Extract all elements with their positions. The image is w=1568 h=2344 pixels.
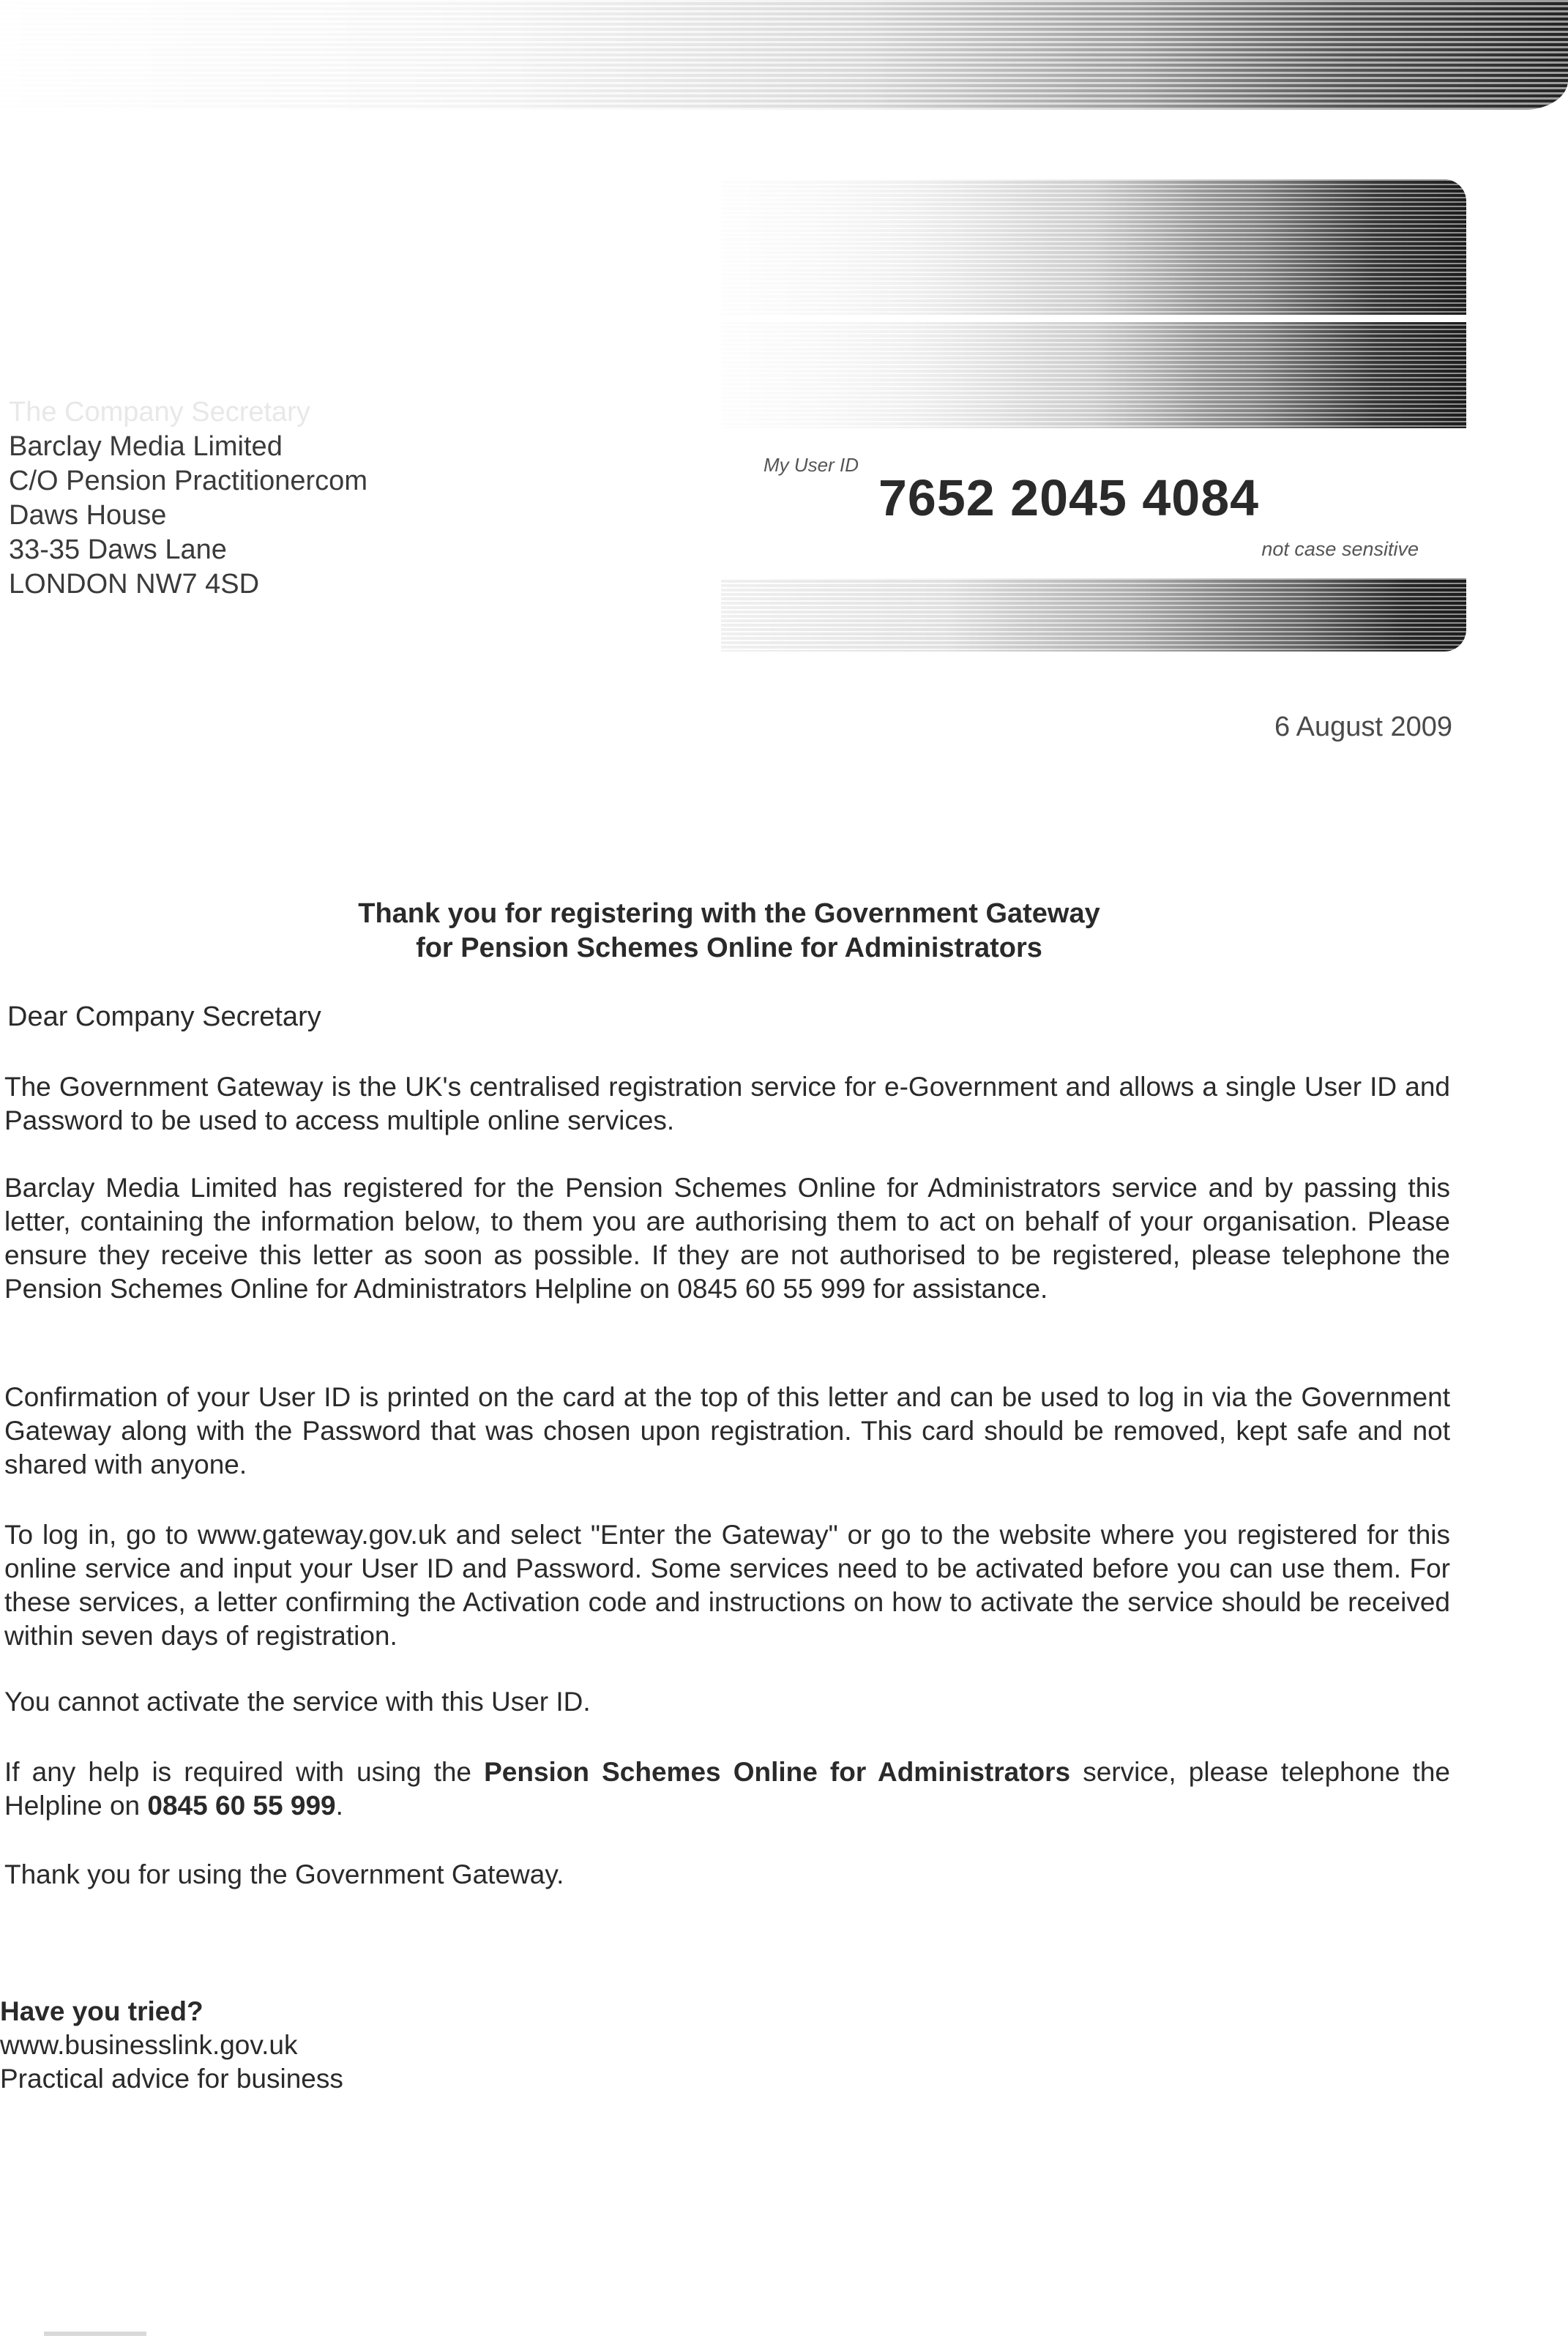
businesslink-tagline: Practical advice for business (0, 2064, 343, 2094)
helpline-text: service, please telephone the Helpline on (4, 1757, 1450, 1821)
gateway-card-header (721, 179, 1466, 428)
helpline-text: If any help is required with using the (4, 1757, 485, 1787)
have-you-tried-block (0, 1995, 343, 2096)
paragraph-gateway-intro: The Government Gateway is the UK's centralised registration service for e-Government and allows a single User ID and Password to be used to access multiple online services. (4, 1072, 1450, 1135)
businesslink-url: www.businesslink.gov.uk (0, 2030, 298, 2060)
gateway-card-stripe-gap (721, 315, 1466, 322)
helpline-text: . (335, 1791, 343, 1821)
address-line: C/O Pension Practitionercom (9, 466, 367, 496)
address-line: LONDON NW7 4SD (9, 569, 260, 600)
paragraph-login-instructions: To log in, go to www.gateway.gov.uk and select "Enter the Gateway" or go to the website where you registered for this online service and input your User ID and Password. Some services need to be activated before you can use them. For these services, a letter confirming the Activation code and instructions on how to activate the service should be received within seven days of registration. (4, 1520, 1450, 1651)
header-band (0, 0, 1568, 110)
letter-title (0, 897, 1458, 966)
user-id-value: 7652 2045 4084 (878, 469, 1260, 526)
paragraph-helpline (4, 1755, 1450, 1823)
salutation: Dear Company Secretary (7, 1001, 321, 1032)
paragraph-activation-note: You cannot activate the service with this User ID. (4, 1687, 591, 1717)
user-id-note: not case sensitive (1261, 538, 1419, 560)
address-line: Daws House (9, 500, 167, 531)
title-line-1: Thank you for registering with the Government Gateway (358, 898, 1100, 929)
address-line: Barclay Media Limited (9, 431, 283, 462)
letter-date: 6 August 2009 (1274, 712, 1452, 742)
user-id-label: My User ID (764, 454, 859, 476)
recipient-address (9, 395, 367, 602)
paragraph-registration: Barclay Media Limited has registered for the Pension Schemes Online for Administrators service and by passing this letter, containing the information below, to them you are authorising them to act on behalf of your organisation. Please ensure they receive this letter as soon as possible. If they are not authorised to be registered, please telephone the Pension Schemes Online for Administrators Helpline on 0845 60 55 999 for assistance. (4, 1173, 1450, 1304)
paragraph-user-id-confirmation: Confirmation of your User ID is printed on the card at the top of this letter and can be used to log in via the Government Gateway along with the Password that was chosen upon registration. This card should be removed, kept safe and not shared with anyone. (4, 1382, 1450, 1479)
footer-scan-mark (44, 2332, 146, 2336)
address-faint-line: The Company Secretary (9, 397, 310, 428)
gateway-card-footer (721, 578, 1466, 652)
have-you-tried-heading: Have you tried? (0, 1996, 204, 2026)
address-line: 33-35 Daws Lane (9, 534, 227, 565)
helpline-service-name: Pension Schemes Online for Administrators (484, 1757, 1071, 1787)
paragraph-thank-you: Thank you for using the Government Gateway. (4, 1859, 564, 1889)
helpline-phone: 0845 60 55 999 (147, 1791, 336, 1821)
title-line-2: for Pension Schemes Online for Administrators (416, 933, 1042, 963)
